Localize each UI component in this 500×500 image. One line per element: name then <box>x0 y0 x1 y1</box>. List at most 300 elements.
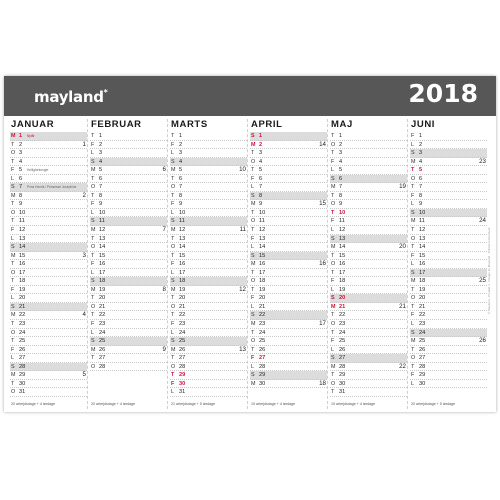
day-row <box>10 303 87 312</box>
day-number: 8 <box>339 192 343 199</box>
weekday-letter: S <box>331 235 335 242</box>
weekday-letter: M <box>91 167 96 174</box>
day-number: 28 <box>99 363 106 370</box>
day-row <box>410 260 487 269</box>
day-number: 4 <box>19 158 23 165</box>
day-number: 24 <box>419 329 426 336</box>
week-number: 7 <box>162 226 166 234</box>
day-row <box>170 354 247 363</box>
day-number: 25 <box>339 338 346 345</box>
weekday-letter: S <box>411 269 415 276</box>
day-row <box>410 346 487 355</box>
day-number: 8 <box>179 192 183 199</box>
day-row <box>10 226 87 235</box>
day-row <box>250 141 327 150</box>
weekday-letter: S <box>171 218 175 225</box>
weekday-letter: L <box>251 244 254 251</box>
weekday-letter: M <box>11 312 16 319</box>
day-number: 29 <box>339 372 346 379</box>
day-number: 16 <box>179 261 186 268</box>
week-number: 13 <box>239 345 246 353</box>
weekday-letter: F <box>91 261 95 268</box>
day-number: 5 <box>419 167 423 174</box>
day-number: 18 <box>179 278 186 285</box>
week-number: 17 <box>319 320 326 328</box>
day-row <box>330 354 407 363</box>
day-row <box>410 252 487 261</box>
weekday-letter: F <box>91 321 95 328</box>
day-row <box>10 183 87 192</box>
day-number: 2 <box>179 141 183 148</box>
day-row <box>330 158 407 167</box>
day-number: 14 <box>259 244 266 251</box>
day-row <box>90 192 167 201</box>
day-row <box>330 149 407 158</box>
week-number: 23 <box>479 157 486 165</box>
day-number: 30 <box>339 380 346 387</box>
weekday-letter: T <box>91 235 95 242</box>
day-row <box>90 166 167 175</box>
day-row <box>330 183 407 192</box>
day-number: 8 <box>259 192 263 199</box>
day-number: 17 <box>99 269 106 276</box>
weekday-letter: T <box>11 321 15 328</box>
day-list <box>10 132 87 397</box>
weekday-letter: O <box>11 150 16 157</box>
day-number: 9 <box>179 201 183 208</box>
day-row <box>90 217 167 226</box>
day-number: 22 <box>19 312 26 319</box>
day-row <box>170 226 247 235</box>
weekday-letter: F <box>251 295 255 302</box>
weekday-letter: O <box>251 158 256 165</box>
day-row <box>170 175 247 184</box>
day-number: 18 <box>19 278 26 285</box>
weekday-letter: F <box>251 355 255 362</box>
weekday-letter: S <box>91 158 95 165</box>
day-row <box>170 192 247 201</box>
weekday-letter: F <box>11 346 15 353</box>
day-number: 1 <box>259 133 263 139</box>
day-row <box>90 260 167 269</box>
week-number: 12 <box>239 285 246 293</box>
weekday-letter: T <box>411 227 415 234</box>
day-row <box>250 243 327 252</box>
day-number: 9 <box>259 201 263 208</box>
weekday-letter: S <box>251 192 255 199</box>
day-number: 17 <box>19 269 26 276</box>
day-row <box>250 329 327 338</box>
weekday-letter: M <box>331 303 336 310</box>
weekday-letter: M <box>251 141 256 148</box>
week-number: 20 <box>399 243 406 251</box>
day-row <box>330 217 407 226</box>
week-number: 21 <box>399 302 406 310</box>
day-number: 1 <box>179 133 183 139</box>
workday-summary: 19 arbejdsdage + 4 lørdage <box>251 402 296 406</box>
day-number: 20 <box>179 295 186 302</box>
day-row <box>250 294 327 303</box>
day-row <box>170 380 247 389</box>
week-number: 22 <box>399 362 406 370</box>
weekday-letter: T <box>251 150 255 157</box>
day-number: 19 <box>339 286 346 293</box>
day-row <box>250 286 327 295</box>
workday-summary: 20 arbejdsdage + 4 lørdage <box>11 402 56 406</box>
day-row <box>330 141 407 150</box>
day-number: 6 <box>419 175 423 182</box>
month-column-april <box>250 119 327 412</box>
day-row <box>330 294 407 303</box>
day-number: 3 <box>19 150 23 157</box>
weekday-letter: L <box>11 235 14 242</box>
day-row <box>170 209 247 218</box>
day-row <box>170 158 247 167</box>
weekday-letter: S <box>11 184 15 191</box>
week-number: 2 <box>82 191 86 199</box>
day-number: 15 <box>259 252 266 259</box>
day-number: 20 <box>19 295 26 302</box>
weekday-letter: T <box>411 346 415 353</box>
month-name: FEBRUAR <box>91 119 142 130</box>
weekday-letter: O <box>251 278 256 285</box>
day-number: 27 <box>259 355 266 362</box>
day-row <box>250 311 327 320</box>
day-number: 3 <box>419 150 423 157</box>
day-row <box>410 277 487 286</box>
weekday-letter: T <box>331 372 335 379</box>
day-number: 29 <box>419 372 426 379</box>
weekday-letter: F <box>411 133 415 139</box>
weekday-letter: F <box>171 261 175 268</box>
day-row <box>250 346 327 355</box>
day-number: 14 <box>19 244 26 251</box>
day-number: 4 <box>99 158 103 165</box>
day-row <box>410 217 487 226</box>
day-row <box>170 243 247 252</box>
day-row <box>250 158 327 167</box>
day-number: 13 <box>179 235 186 242</box>
weekday-letter: O <box>331 261 336 268</box>
weekday-letter: T <box>411 167 415 174</box>
day-row <box>90 320 167 329</box>
weekday-letter: M <box>331 244 336 251</box>
day-row <box>330 363 407 372</box>
day-number: 25 <box>19 338 26 345</box>
day-number: 4 <box>419 158 423 165</box>
day-number: 28 <box>19 363 26 370</box>
day-number: 12 <box>259 227 266 234</box>
weekday-letter: O <box>251 218 256 225</box>
day-list <box>170 132 247 397</box>
weekday-letter: T <box>171 192 175 199</box>
day-row <box>410 226 487 235</box>
day-row <box>170 149 247 158</box>
day-row <box>250 200 327 209</box>
day-number: 11 <box>259 218 265 225</box>
day-row <box>10 132 87 141</box>
week-number: 26 <box>479 337 486 345</box>
day-row <box>250 354 327 363</box>
weekday-letter: F <box>411 252 415 259</box>
weekday-letter: S <box>411 150 415 157</box>
day-row <box>250 166 327 175</box>
week-number: 14 <box>319 140 326 148</box>
day-row <box>170 132 247 141</box>
weekday-letter: T <box>251 286 255 293</box>
weekday-letter: M <box>411 278 416 285</box>
column-divider <box>327 119 329 409</box>
day-row <box>330 209 407 218</box>
day-row <box>250 337 327 346</box>
day-row <box>410 303 487 312</box>
day-row <box>330 311 407 320</box>
day-number: 14 <box>339 244 346 251</box>
weekday-letter: S <box>171 338 175 345</box>
weekday-letter: M <box>171 346 176 353</box>
day-row <box>410 294 487 303</box>
day-row <box>90 269 167 278</box>
day-number: 13 <box>99 235 106 242</box>
weekday-letter: L <box>331 286 334 293</box>
day-number: 23 <box>259 321 266 328</box>
weekday-letter: O <box>411 295 416 302</box>
day-number: 21 <box>259 303 266 310</box>
weekday-letter: M <box>251 201 256 208</box>
day-number: 10 <box>99 209 106 216</box>
weekday-letter: S <box>251 133 255 139</box>
day-number: 21 <box>419 303 426 310</box>
weekday-letter: O <box>91 363 96 370</box>
weekday-letter: F <box>91 201 95 208</box>
day-row <box>330 235 407 244</box>
month-name: JANUAR <box>11 119 55 130</box>
weekday-letter: S <box>251 312 255 319</box>
weekday-letter: L <box>411 201 414 208</box>
weekday-letter: T <box>171 312 175 319</box>
weekday-letter: S <box>11 303 15 310</box>
side-imprint: © Mayland · Produkt 1 · Design by Mayland · Printed in Denmark <box>487 227 491 314</box>
weekday-letter: S <box>411 209 415 216</box>
weekday-letter: F <box>171 201 175 208</box>
day-row <box>250 252 327 261</box>
day-row <box>250 183 327 192</box>
day-row <box>330 320 407 329</box>
day-number: 11 <box>99 218 105 225</box>
weekday-letter: T <box>331 389 335 396</box>
weekday-letter: T <box>91 252 95 259</box>
day-row <box>170 141 247 150</box>
day-row <box>410 243 487 252</box>
day-row <box>410 192 487 201</box>
day-row <box>90 183 167 192</box>
day-row <box>250 149 327 158</box>
day-row <box>330 132 407 141</box>
day-number: 6 <box>179 175 183 182</box>
weekday-letter: S <box>251 372 255 379</box>
day-number: 8 <box>19 192 23 199</box>
day-note: Prins Henrik / Prinsesse Josephine <box>27 185 77 190</box>
day-number: 21 <box>19 303 26 310</box>
day-number: 3 <box>179 150 183 157</box>
weekday-letter: M <box>11 372 16 379</box>
day-number: 11 <box>19 218 25 225</box>
day-number: 13 <box>19 235 26 242</box>
week-number: 10 <box>239 166 246 174</box>
year-label: 2018 <box>408 79 478 108</box>
weekday-letter: T <box>251 209 255 216</box>
day-row <box>250 371 327 380</box>
weekday-letter: M <box>171 227 176 234</box>
weekday-letter: O <box>171 303 176 310</box>
weekday-letter: F <box>171 321 175 328</box>
day-number: 22 <box>419 312 426 319</box>
month-name: APRIL <box>251 119 283 130</box>
day-number: 4 <box>339 158 343 165</box>
weekday-letter: F <box>11 167 15 174</box>
weekday-letter: M <box>171 286 176 293</box>
day-row <box>250 363 327 372</box>
day-row <box>90 294 167 303</box>
day-list <box>330 132 407 397</box>
weekday-letter: L <box>411 141 414 148</box>
day-row <box>170 337 247 346</box>
day-number: 19 <box>419 286 426 293</box>
weekday-letter: S <box>331 175 335 182</box>
weekday-letter: F <box>91 141 95 148</box>
day-number: 24 <box>259 329 266 336</box>
day-row <box>90 209 167 218</box>
weekday-letter: M <box>411 338 416 345</box>
day-number: 5 <box>179 167 183 174</box>
day-number: 12 <box>419 227 426 234</box>
day-row <box>250 380 327 389</box>
day-row <box>10 260 87 269</box>
day-row <box>410 311 487 320</box>
day-row <box>90 337 167 346</box>
weekday-letter: S <box>91 278 95 285</box>
day-row <box>410 175 487 184</box>
workday-summary: 20 arbejdsdage + 5 lørdage <box>411 402 456 406</box>
weekday-letter: T <box>411 286 415 293</box>
day-row <box>410 132 487 141</box>
day-number: 16 <box>419 261 426 268</box>
weekday-letter: L <box>251 303 254 310</box>
day-row <box>250 260 327 269</box>
day-number: 20 <box>339 295 346 302</box>
day-row <box>10 320 87 329</box>
day-row <box>330 243 407 252</box>
column-divider <box>167 119 169 409</box>
weekday-letter: M <box>91 286 96 293</box>
workday-summary: 19 arbejdsdage + 4 lørdage <box>331 402 376 406</box>
weekday-letter: S <box>91 338 95 345</box>
weekday-letter: T <box>331 269 335 276</box>
weekday-letter: F <box>331 338 335 345</box>
day-row <box>250 235 327 244</box>
day-number: 12 <box>99 227 106 234</box>
day-row <box>10 269 87 278</box>
day-number: 20 <box>99 295 106 302</box>
week-number: 8 <box>162 285 166 293</box>
day-number: 9 <box>99 201 103 208</box>
day-number: 2 <box>19 141 23 148</box>
week-number: 19 <box>399 183 406 191</box>
day-row <box>330 226 407 235</box>
weekday-letter: O <box>331 321 336 328</box>
day-list <box>410 132 487 388</box>
day-row <box>330 329 407 338</box>
day-number: 21 <box>339 303 346 310</box>
day-number: 30 <box>179 380 186 387</box>
day-row <box>10 346 87 355</box>
day-row <box>90 363 167 372</box>
weekday-letter: L <box>11 295 14 302</box>
day-number: 21 <box>179 303 186 310</box>
day-row <box>250 303 327 312</box>
day-row <box>10 286 87 295</box>
day-number: 5 <box>19 167 23 174</box>
weekday-letter: M <box>331 363 336 370</box>
day-row <box>330 303 407 312</box>
month-name: MAJ <box>331 119 353 130</box>
day-number: 24 <box>179 329 186 336</box>
day-number: 15 <box>19 252 26 259</box>
weekday-letter: O <box>411 235 416 242</box>
day-row <box>170 269 247 278</box>
day-number: 17 <box>179 269 186 276</box>
day-number: 26 <box>419 346 426 353</box>
day-row <box>10 235 87 244</box>
weekday-letter: M <box>411 218 416 225</box>
day-number: 8 <box>419 192 423 199</box>
day-number: 18 <box>419 278 426 285</box>
weekday-letter: L <box>91 269 94 276</box>
day-number: 29 <box>179 372 186 379</box>
weekday-letter: F <box>331 278 335 285</box>
weekday-letter: F <box>11 286 15 293</box>
weekday-letter: T <box>91 175 95 182</box>
day-number: 29 <box>19 372 26 379</box>
week-number: 3 <box>82 251 86 259</box>
weekday-letter: T <box>171 133 175 139</box>
weekday-letter: T <box>411 363 415 370</box>
calendar-card <box>4 76 496 412</box>
weekday-letter: O <box>91 303 96 310</box>
day-row <box>10 311 87 320</box>
day-number: 18 <box>99 278 106 285</box>
day-row <box>170 346 247 355</box>
weekday-letter: T <box>171 235 175 242</box>
weekday-letter: T <box>331 312 335 319</box>
day-number: 10 <box>339 209 346 216</box>
month-column-maj <box>330 119 407 412</box>
day-number: 12 <box>179 227 186 234</box>
weekday-letter: O <box>331 380 336 387</box>
day-number: 7 <box>179 184 183 191</box>
day-row <box>250 277 327 286</box>
weekday-letter: T <box>251 346 255 353</box>
weekday-letter: F <box>171 141 175 148</box>
weekday-letter: O <box>411 175 416 182</box>
day-row <box>170 371 247 380</box>
weekday-letter: F <box>251 235 255 242</box>
month-column-marts <box>170 119 247 412</box>
day-number: 1 <box>19 133 23 139</box>
day-row <box>410 209 487 218</box>
day-row <box>410 363 487 372</box>
day-number: 22 <box>99 312 106 319</box>
